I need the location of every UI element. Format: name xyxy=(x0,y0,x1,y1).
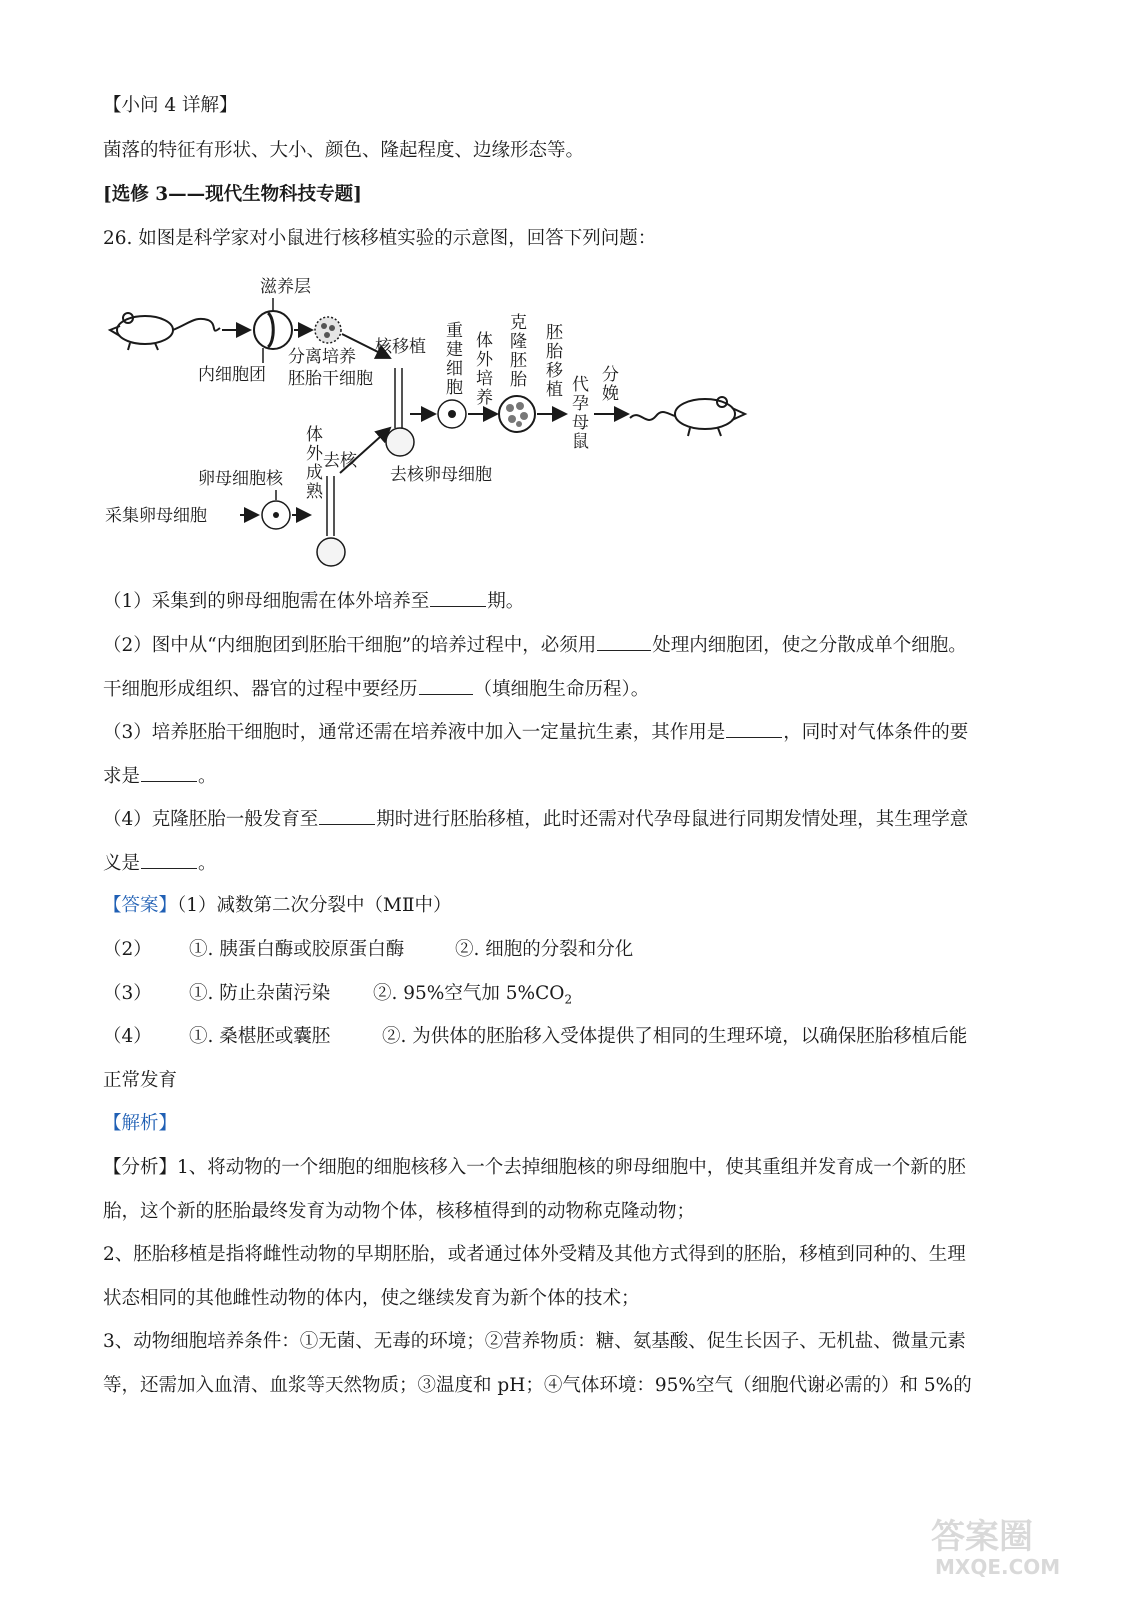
answer-line-3: （3） ①. 防止杂菌污染 ②. 95%空气加 $5\%CO_2$ xyxy=(103,983,573,1007)
watermark-logo xyxy=(921,1510,1091,1580)
enucleation-pipette-icon xyxy=(327,476,334,536)
analysis-label: 【解析】 xyxy=(103,1113,178,1134)
sub-question-3-cont: 求是 。 xyxy=(103,763,217,790)
blastocyst-icon xyxy=(254,311,292,349)
q4-detail-heading: 【小问 4 详解】 xyxy=(103,95,238,116)
embryo-transfer-label: 胚胎移植 xyxy=(546,323,563,400)
oocyte-icon xyxy=(262,501,290,529)
sub-question-4-cont: 义是 。 xyxy=(103,850,217,877)
question-26-stem: 26. 如图是科学家对小鼠进行核移植实验的示意图，回答下列问题： xyxy=(103,228,657,249)
blank-2a xyxy=(597,632,651,651)
delivery-label: 分娩 xyxy=(602,365,619,404)
analysis-p2b: 状态相同的其他雌性动物的体内，使之继续发育为新个体的技术； xyxy=(103,1288,640,1309)
nuclear-transfer-diagram xyxy=(100,268,760,578)
oocyte-nucleus-label: 卵母细胞核 xyxy=(198,469,283,489)
blank-3b xyxy=(141,763,197,782)
cloned-embryo-icon xyxy=(499,396,535,432)
donor-mouse-icon xyxy=(110,313,220,350)
cloned-embryo-label: 克隆胚胎 xyxy=(510,313,527,390)
feeder-layer-label: 滋养层 xyxy=(260,277,311,297)
micropipette-icon xyxy=(395,368,402,428)
blank-1 xyxy=(430,588,486,607)
sub-question-2: （2）图中从“内细胞团到胚胎干细胞”的培养过程中，必须用 处理内细胞团，使之分散成单个细胞。 xyxy=(103,632,967,659)
reconstructed-cell-icon xyxy=(438,400,466,428)
enucleated-oocyte-icon xyxy=(386,428,414,456)
analysis-p2a: 2、胚胎移植是指将雌性动物的早期胚胎，或者通过体外受精及其他方式得到的胚胎，移植到同种的、生理 xyxy=(103,1244,966,1265)
blank-3a xyxy=(726,719,782,738)
analysis-p3a: 3、动物细胞培养条件：①无菌、无毒的环境；②营养物质：糖、氨基酸、促生长因子、无机盐、微量元素 xyxy=(103,1331,966,1352)
analysis-p3b: 等，还需加入血清、血浆等天然物质；③温度和 pH；④气体环境：95%空气（细胞代谢必需的）和 5%的 xyxy=(103,1375,972,1396)
reconstructed-cell-label: 重建细胞 xyxy=(446,321,463,398)
sub-question-2-cont: 干细胞形成组织、器官的过程中要经历 （填细胞生命历程）。 xyxy=(103,676,649,703)
cloned-mouse-icon xyxy=(630,397,745,436)
in-vitro-maturation-label: 体外成熟 xyxy=(306,425,323,502)
isolate-culture-label: 分离培养 xyxy=(288,347,356,367)
answer-line-4-cont: 正常发育 xyxy=(103,1070,178,1091)
sub-question-4: （4）克隆胚胎一般发育至 期时进行胚胎移植，此时还需对代孕母鼠进行同期发情处理，其生理学意 xyxy=(103,806,968,833)
answer-label: 【答案】 xyxy=(103,895,178,916)
nuclear-transfer-label: 核移植 xyxy=(375,337,426,357)
enucleation-label: 去核 xyxy=(323,451,357,471)
inner-cell-mass-label: 内细胞团 xyxy=(198,365,266,385)
watermark-bottom: MXQE.COM xyxy=(935,1555,1061,1579)
in-vitro-culture-label: 体外培养 xyxy=(476,331,493,408)
sub-question-3: （3）培养胚胎干细胞时，通常还需在培养液中加入一定量抗生素，其作用是 ，同时对气体条件的要 xyxy=(103,719,968,746)
enucleated-oocyte-label: 去核卵母细胞 xyxy=(390,465,492,485)
es-cell-cluster-icon xyxy=(315,317,341,343)
sub-question-1: （1）采集到的卵母细胞需在体外培养至 期。 xyxy=(103,588,524,615)
watermark-top: 答案圈 xyxy=(931,1517,1033,1557)
blank-4a xyxy=(319,806,375,825)
answer-line-2: （2） ①. 胰蛋白酶或胶原蛋白酶 ②. 细胞的分裂和分化 xyxy=(103,939,634,960)
blank-2b xyxy=(419,676,473,695)
surrogate-mouse-label: 代孕母鼠 xyxy=(572,375,589,452)
answer-line-4: （4） ①. 桑椹胚或囊胚 ②. 为供体的胚胎移入受体提供了相同的生理环境，以确保胚胎移植后能 xyxy=(103,1026,968,1047)
q4-detail-text: 菌落的特征有形状、大小、颜色、隆起程度、边缘形态等。 xyxy=(103,140,585,161)
blank-4b xyxy=(141,850,197,869)
oocyte-after-enucleation-icon xyxy=(317,538,345,566)
es-cell-label: 胚胎干细胞 xyxy=(288,369,373,389)
analysis-p1b: 胎，这个新的胚胎最终发育为动物个体，核移植得到的动物称克隆动物； xyxy=(103,1201,696,1222)
collect-oocyte-label: 采集卵母细胞 xyxy=(105,506,207,526)
answer-line-1: 【答案】（1）减数第二次分裂中（MⅡ中） xyxy=(103,895,452,916)
analysis-p1a: 【分析】1、将动物的一个细胞的细胞核移入一个去掉细胞核的卵母细胞中，使其重组并发育成一个新的胚 xyxy=(103,1157,966,1178)
section-title: [选修 3——现代生物科技专题] xyxy=(103,184,362,205)
